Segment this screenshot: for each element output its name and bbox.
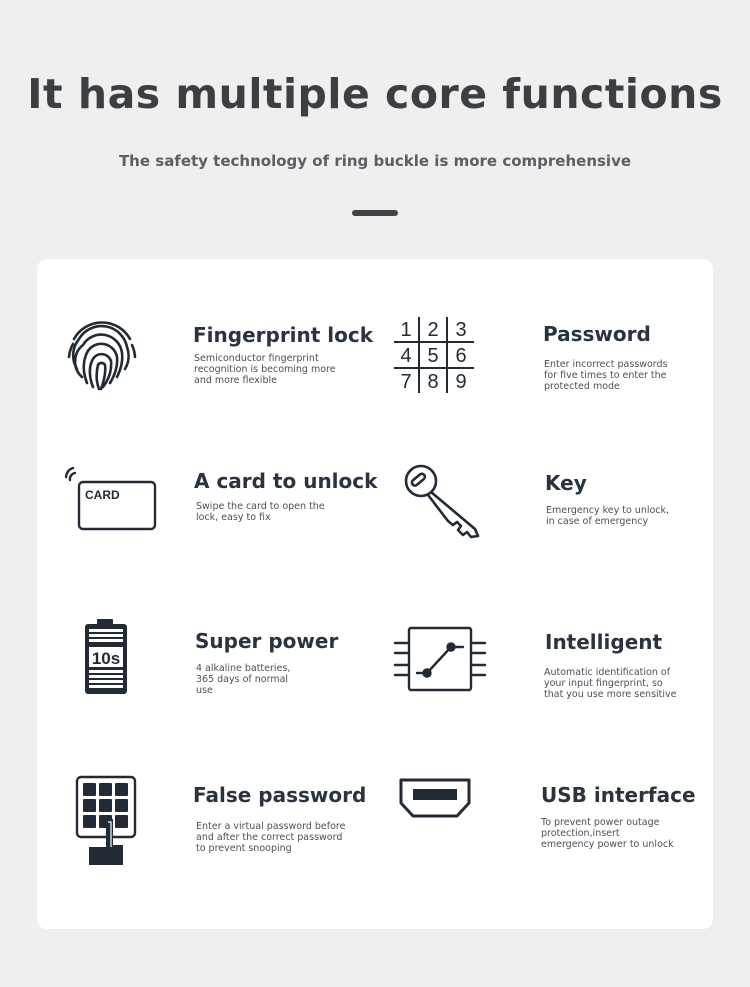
feature-desc-intelligent: Automatic identification of your input fingerprint, so that you use more sensitive [544, 667, 677, 700]
feature-desc-usb: To prevent power outage protection,insert emergency power to unlock [541, 817, 674, 850]
features-card [37, 259, 713, 929]
keypad-digit: 5 [427, 345, 439, 367]
feature-title-fingerprint: Fingerprint lock [193, 323, 374, 347]
usb-port-icon [398, 777, 472, 819]
key-icon [403, 461, 483, 541]
touch-keypad-icon [75, 775, 137, 867]
feature-title-password: Password [543, 322, 651, 346]
feature-desc-key: Emergency key to unlock, in case of emergency [546, 505, 670, 527]
keypad-digit: 6 [455, 345, 467, 367]
card-label: CARD [85, 488, 120, 502]
feature-title-key: Key [545, 471, 587, 495]
feature-title-intelligent: Intelligent [545, 630, 663, 654]
feature-desc-password: Enter incorrect passwords for five times to enter the protected mode [544, 359, 668, 392]
card-icon [63, 463, 159, 533]
keypad-digit: 2 [427, 319, 439, 341]
feature-desc-false-password: Enter a virtual password before and after the correct password to prevent snooping [196, 821, 346, 854]
feature-desc-fingerprint: Semiconductor fingerprint recognition is becoming more and more flexible [194, 353, 336, 386]
feature-title-power: Super power [195, 629, 339, 653]
battery-icon [83, 619, 129, 695]
battery-label: 10s [91, 649, 121, 668]
feature-title-usb: USB interface [541, 783, 696, 807]
page-subtitle: The safety technology of ring buckle is more comprehensive [118, 152, 632, 170]
keypad-digit: 9 [455, 371, 467, 393]
feature-title-false-password: False password [193, 783, 367, 807]
keypad-digit: 1 [400, 319, 412, 341]
keypad-digit: 8 [427, 371, 439, 393]
keypad-digit: 4 [400, 345, 412, 367]
feature-desc-power: 4 alkaline batteries, 365 days of normal use [196, 663, 291, 696]
page-title: It has multiple core functions [27, 70, 723, 118]
keypad-digit: 3 [455, 319, 467, 341]
title-divider [352, 210, 398, 216]
feature-title-card: A card to unlock [194, 469, 378, 493]
feature-desc-card: Swipe the card to open the lock, easy to fix [196, 501, 325, 523]
chip-icon [393, 625, 487, 695]
fingerprint-icon [65, 317, 139, 391]
keypad-digit: 7 [400, 371, 412, 393]
keypad-icon [392, 315, 476, 395]
